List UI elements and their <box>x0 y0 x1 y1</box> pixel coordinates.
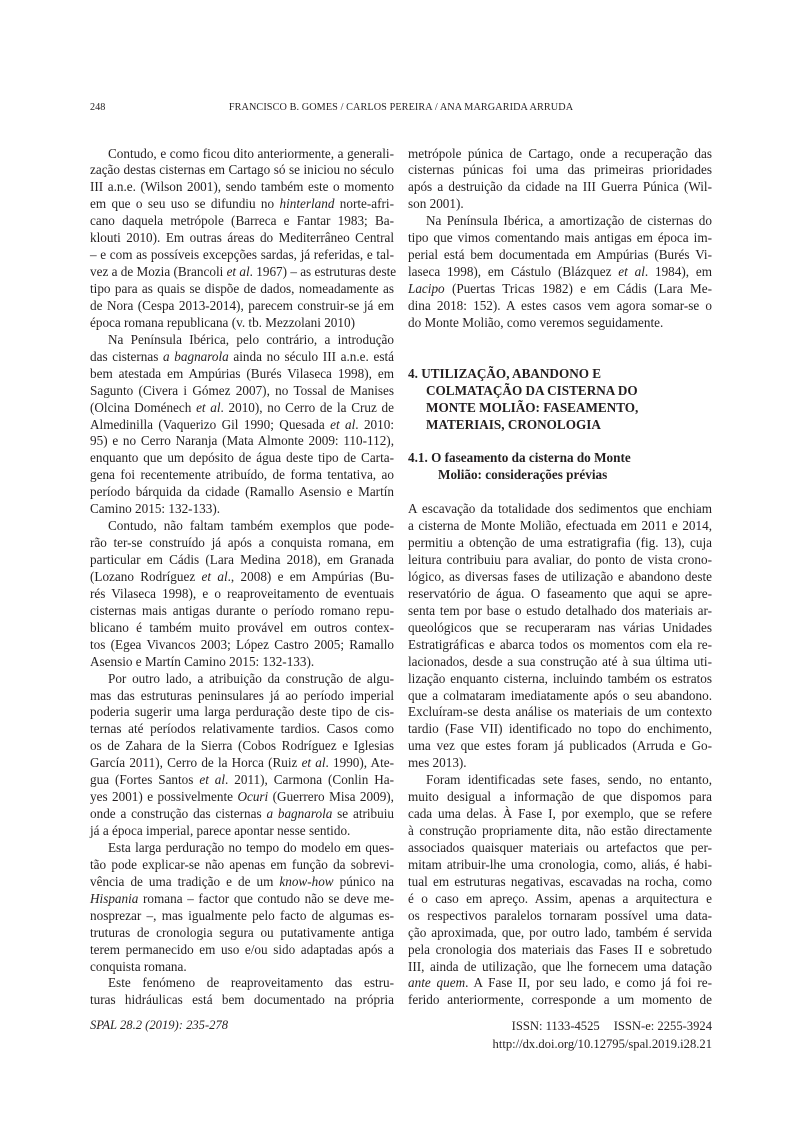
text-line: particular em Cádis (Lara Medina 2018), em Granada <box>90 552 394 567</box>
text-line: perial está bem documentada em Ampúrias (Burés Vi- <box>408 247 712 263</box>
text-line: permitiu a obtenção de uma estratigrafia (fig. 13), cuja <box>408 535 712 551</box>
text-line: turas hidráulicas está bem documentado na própria <box>90 992 394 1008</box>
text-line: gena foi recentemente atribuído, de forma tentativa, ao <box>90 467 394 483</box>
text-line: Excluíram-se desta análise os materiais de um contexto <box>408 704 712 720</box>
text-line: período bárquida da cidade (Ramallo Asensio e Martín <box>90 484 394 500</box>
italic-text-run: et al <box>196 399 221 415</box>
italic-text-run: a bagnarola <box>266 806 333 822</box>
text-line: 4. UTILIZAÇÃO, ABANDONO E <box>408 365 602 381</box>
paragraph <box>90 840 394 976</box>
text-line: os de Zahara de la Sierra (Cobos Rodríguez e Iglesias <box>90 738 394 754</box>
text-line: ferido anteriormente, corresponde a um momento de <box>408 992 712 1008</box>
issn-electronic: ISSN-e: 2255-3924 <box>613 1019 712 1033</box>
text-line: nosprezar –, mas igualmente pelo facto de algumas es- <box>90 907 394 923</box>
text-line: ção aproximada, que, por outro lado, também é servida <box>408 924 712 940</box>
text-line: queológicos que se recuperaram nas várias Unidades <box>408 619 712 635</box>
paragraph <box>408 213 712 332</box>
text-run: das cisternas <box>90 348 164 364</box>
text-line: já a época imperial, parece apontar nesse sentido. <box>90 823 351 838</box>
text-line: tardio (Fase VII) identificado no topo do enchimento, <box>408 721 712 737</box>
paragraph <box>90 975 394 1009</box>
text-line <box>408 281 712 298</box>
text-line: rão ter-se construído já após a conquista romana, em <box>90 535 394 551</box>
text-line: poderia sugerir uma larga perduração deste tipo de cis- <box>90 704 394 720</box>
text-run: norte-afri- <box>334 196 394 212</box>
text-line: truturas de cronologia segura ou putativamente antiga <box>90 924 394 940</box>
text-line: son 2001). <box>408 196 464 212</box>
text-line: Por outro lado, a atribuição da construção de algu- <box>108 670 394 686</box>
journal-citation: SPAL 28.2 (2019): 235-278 <box>90 1018 229 1032</box>
text-line: Foram identificadas sete fases, sendo, no entanto, <box>426 772 712 788</box>
text-line: A escavação da totalidade dos sedimentos que enchiam <box>408 501 712 517</box>
text-line: tão pode explicar-se não apenas em função da sobrevi- <box>90 856 394 872</box>
text-line: do Monte Molião, como veremos seguidamente. <box>408 314 664 330</box>
text-run: gua (Fortes Santos <box>90 772 200 788</box>
text-line: é o caso em apreço. Assim, apenas a arquitectura e <box>408 890 712 906</box>
text-line: lização enquanto cisterna, incluindo também os estratos <box>408 670 712 686</box>
text-run: em que o seu uso se difundiu no <box>90 196 280 212</box>
text-run: . 1967) – as estruturas deste <box>249 264 397 280</box>
text-run: . A Fase II, por seu lado, e como já foi re- <box>465 975 712 991</box>
text-line: mes 2013). <box>408 755 467 771</box>
italic-text-run: know-how <box>279 873 334 889</box>
text-line: tipo para as quais se dispõe de dados, nomeadamente as <box>90 281 394 296</box>
text-line: tual em estruturas negativas, escavadas na rocha, como <box>408 873 712 889</box>
text-line: Estratigráficas e abarca todos os momentos com ela re- <box>408 636 712 652</box>
page-number: 248 <box>90 102 106 113</box>
text-run: (Puertas Tricas 1982) e em Cádis (Lara Me- <box>444 281 712 296</box>
text-line: klouti 2010). Em outras áreas do Mediterrâneo Central <box>90 230 394 246</box>
text-line: época romana republicana (v. tb. Mezzolani 2010) <box>90 314 355 330</box>
text-line: associados quaisquer materiais ou artefactos que per- <box>408 839 712 855</box>
text-line <box>90 264 397 281</box>
text-run: yes 2001) e possivelmente <box>90 789 238 805</box>
text-run: . 2010), no Cerro de la Cruz de <box>220 399 394 415</box>
paragraph <box>408 146 712 214</box>
text-line <box>408 264 712 281</box>
text-line: MATERIAIS, CRONOLOGIA <box>426 416 601 432</box>
text-line: lacionados, desde a sua construção até à sua última uti- <box>408 653 712 669</box>
text-run: . 2010: <box>355 416 394 432</box>
text-line: de Nora (Cespa 2013-2014), parecem construir-se já em <box>90 297 394 313</box>
text-line: cisternas mais antigas durante o período romano repu- <box>90 602 394 618</box>
text-line: rés Vilaseca 1998), e o reaproveitamento de eventuais <box>90 585 394 601</box>
text-line <box>408 975 712 992</box>
paragraph <box>90 145 397 332</box>
text-line: reservatório de água. O faseamento que aqui se apre- <box>408 585 712 601</box>
text-line <box>90 417 394 434</box>
text-line: mitam atribuir-lhe uma cronologia, como, aliás, é habi- <box>408 856 712 872</box>
text-line: Este fenómeno de reaproveitamento das estru- <box>108 975 394 991</box>
italic-text-run: Ocuri <box>237 789 269 805</box>
running-header-authors: FRANCISCO B. GOMES / CARLOS PEREIRA / ANA MARGARIDA ARRUDA <box>228 102 574 113</box>
text-line <box>90 196 394 213</box>
text-line: metrópole púnica de Cartago, onde a recuperação das <box>408 145 712 161</box>
text-line <box>90 874 394 891</box>
text-line: Molião: considerações prévias <box>438 467 608 483</box>
text-run: se atribuiu <box>332 806 394 822</box>
text-line: blicano é também muito provável em outros contex- <box>90 619 394 635</box>
text-run: . 1984), em <box>644 264 712 280</box>
issn-line <box>493 1018 712 1036</box>
text-line: uma vez que estes foram já publicados (Arruda e Go- <box>408 738 712 754</box>
text-line <box>90 772 394 789</box>
text-run: vência de uma tradição e de um <box>90 873 280 889</box>
text-run: . 2011), Carmona (Conlin Ha- <box>225 772 395 788</box>
text-line: senta tem por base o estudo detalhado dos materiais ar- <box>408 602 712 618</box>
paragraph <box>90 518 394 670</box>
text-line: Asensio e Martín Camino 2015: 132-133). <box>90 653 315 669</box>
subsection-heading <box>408 450 712 484</box>
text-line: ternas até períodos relativamente tardios. Casos como <box>90 721 394 737</box>
text-line: Camino 2015: 132-133). <box>90 501 221 517</box>
text-line: III a.n.e. (Wilson 2001), sendo também este o momento <box>90 179 394 195</box>
running-header <box>90 101 712 115</box>
text-line: cano daquela metrópole (Barreca e Fantar 1983; Ba- <box>90 213 394 229</box>
italic-text-run: Lacipo <box>408 281 445 296</box>
paragraph <box>90 332 394 518</box>
text-line: 95) e no Cerro Naranja (Mata Almonte 2009: 110-112), <box>90 433 394 449</box>
text-line <box>90 789 394 806</box>
text-line: à construção propriamente dita, não estão directamente <box>408 823 712 839</box>
text-line: tos (Egea Vivancos 2003; López Castro 2005; Ramallo <box>90 636 394 652</box>
text-run: ., 2008) e em Ampúrias (Bu- <box>227 568 395 584</box>
text-line: zação destas cisternas em Cartago só se iniciou no século <box>90 162 394 178</box>
text-line: após a destruição da cidade na III Guerra Púnica (Wil- <box>408 179 712 195</box>
text-run: Almedinilla (Vaquerizo Gil 1990; Quesada <box>90 416 331 432</box>
issn-print: ISSN: 1133-4525 <box>511 1019 600 1033</box>
text-line: Na Península Ibérica, pelo contrário, a introdução <box>108 331 394 347</box>
text-line: tipo que vimos comentando mais antigas em época im- <box>408 230 712 246</box>
text-line <box>90 400 394 417</box>
text-run: ainda no século III a.n.e. está <box>228 348 394 364</box>
text-line: mas das estruturas peninsulares já ao período imperial <box>90 687 394 703</box>
text-line: terem permanecido em uso e/ou sido adaptadas após a <box>90 941 394 957</box>
text-line <box>90 806 394 823</box>
text-run: vez a de Mozia (Brancoli <box>90 264 227 280</box>
text-line <box>90 569 394 586</box>
text-line: os respectivos paralelos tornaram possível uma data- <box>408 907 712 923</box>
text-line: pela cronologia dos materiais das Fases II e sobretudo <box>408 941 712 957</box>
italic-text-run: et al <box>199 772 226 788</box>
text-line: que a colmataram imediatamente após o seu abandono. <box>408 687 712 703</box>
text-line <box>90 891 394 908</box>
paragraph <box>408 501 712 772</box>
text-line: 4.1. O faseamento da cisterna do Monte <box>408 450 631 466</box>
paragraph <box>408 772 712 1009</box>
text-line <box>90 755 394 772</box>
text-run: (Lozano Rodríguez <box>90 568 202 584</box>
text-line: III, ainda de utilização, que lhe fornecem uma datação <box>408 958 712 974</box>
text-line: lógico, as diversas fases de utilização e abandono deste <box>408 568 712 584</box>
text-line <box>90 349 394 366</box>
text-line: Sagunto (Civera i Gómez 2007), no Tossal de Manises <box>90 382 394 398</box>
italic-text-run: hinterland <box>279 196 335 212</box>
italic-text-run: a bagnarola <box>163 348 229 364</box>
right-text-column <box>408 146 712 1010</box>
text-run: (Olcina Doménech <box>90 399 197 415</box>
text-run: García 2011), Cerro de la Horca (Ruiz <box>90 755 302 771</box>
text-line: cisternas púnicas foi uma das primeiras prioridades <box>408 162 712 178</box>
paragraph <box>90 671 394 840</box>
text-line: Esta larga perduração no tempo do modelo em ques- <box>108 839 394 855</box>
italic-text-run: et al <box>226 264 250 280</box>
text-line: conquista romana. <box>90 958 187 974</box>
italic-text-run: et al <box>301 755 326 771</box>
text-run: romana – factor que contudo não se deve me- <box>138 890 394 906</box>
text-line: COLMATAÇÃO DA CISTERNA DO <box>426 382 638 398</box>
italic-text-run: et al <box>330 416 356 432</box>
text-line: Contudo, e como ficou dito anteriormente, a generali- <box>108 145 394 161</box>
text-line: leitura contribuiu para avaliar, do ponto de vista crono- <box>408 552 712 568</box>
italic-text-run: et al <box>618 264 645 280</box>
footer-identifiers <box>493 1018 712 1053</box>
text-line: dina 2018: 152). A estes casos vem agora somar-se o <box>408 297 712 313</box>
section-heading <box>408 366 712 434</box>
text-run: laseca 1998), em Cástulo (Blázquez <box>408 264 619 280</box>
text-line: enquanto que um depósito de água deste tipo de Carta- <box>90 450 394 466</box>
text-run: (Guerrero Misa 2009), <box>268 789 394 805</box>
doi-link[interactable]: http://dx.doi.org/10.12795/spal.2019.i28.21 <box>492 1036 712 1051</box>
text-run: onde a construção das cisternas <box>90 806 267 822</box>
text-line: MONTE MOLIÃO: FASEAMENTO, <box>426 399 639 415</box>
italic-text-run: ante quem <box>408 975 466 991</box>
text-line: Contudo, não faltam também exemplos que pode- <box>108 518 394 534</box>
text-line: a cisterna de Monte Molião, efectuada em 2011 e 2014, <box>408 518 712 534</box>
text-run: púnico na <box>333 873 395 889</box>
italic-text-run: Hispania <box>90 890 139 906</box>
text-line: muito desigual a informação de que dispomos para <box>408 789 712 805</box>
text-line: Na Península Ibérica, a amortização de cisternas do <box>426 213 712 229</box>
text-run: . 1990), Ate- <box>325 755 394 771</box>
text-line: bem atestada em Ampúrias (Burés Vilaseca 1998), em <box>90 365 394 381</box>
left-text-column <box>90 145 397 1010</box>
italic-text-run: et al <box>201 568 228 584</box>
text-line: cada uma delas. À Fase I, por exemplo, que se refere <box>408 806 712 822</box>
text-line: – e com as possíveis excepções sardas, já referidas, e tal- <box>90 247 394 263</box>
